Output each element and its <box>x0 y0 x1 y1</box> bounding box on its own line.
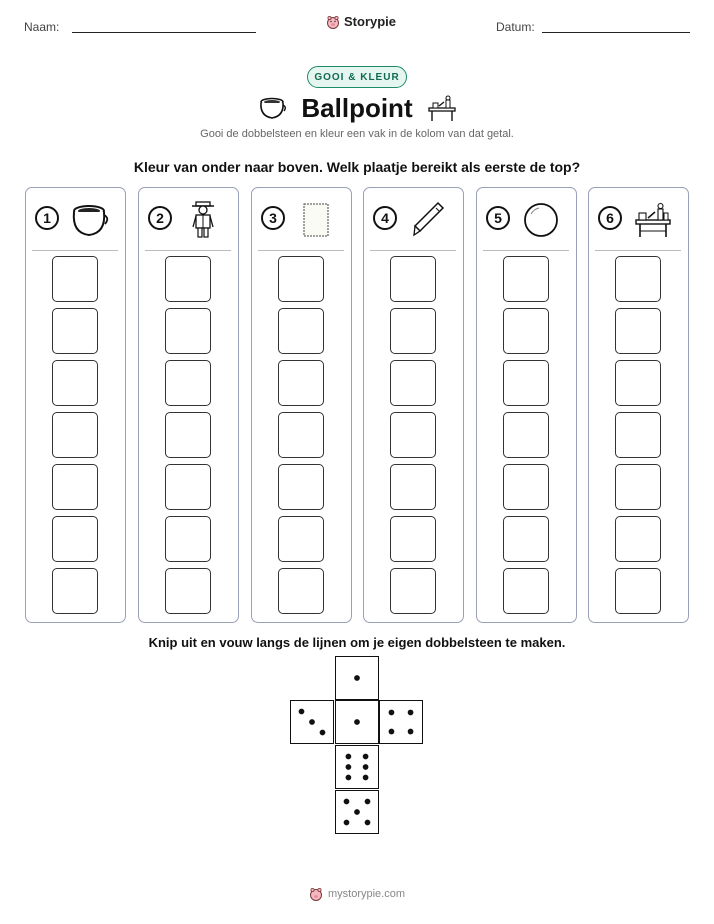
color-box[interactable] <box>52 360 98 406</box>
color-box[interactable] <box>503 516 549 562</box>
circle-ball-icon <box>521 200 561 240</box>
subtitle: Gooi de dobbelsteen en kleur een vak in de kolom van dat getal. <box>200 128 514 140</box>
column-header <box>252 188 350 250</box>
color-box[interactable] <box>503 412 549 458</box>
column-4 <box>363 187 464 623</box>
color-box[interactable] <box>615 412 661 458</box>
brand-logo <box>326 14 396 29</box>
color-box[interactable] <box>165 256 211 302</box>
color-box[interactable] <box>165 308 211 354</box>
color-box[interactable] <box>165 516 211 562</box>
color-box[interactable] <box>615 516 661 562</box>
color-box[interactable] <box>390 412 436 458</box>
page-title: Ballpoint <box>301 92 413 123</box>
color-box[interactable] <box>165 360 211 406</box>
person-icon <box>183 200 223 240</box>
pig-logo-icon <box>326 15 340 29</box>
ballpoint-pen-icon <box>408 200 448 240</box>
color-box[interactable] <box>165 412 211 458</box>
column-header <box>139 188 237 250</box>
color-box[interactable] <box>503 568 549 614</box>
color-box[interactable] <box>278 256 324 302</box>
column-header <box>26 188 124 250</box>
footer <box>0 887 714 901</box>
color-box[interactable] <box>390 256 436 302</box>
color-box[interactable] <box>278 308 324 354</box>
paper-sheet-icon <box>296 200 336 240</box>
column-1 <box>25 187 126 623</box>
column-5 <box>476 187 577 623</box>
column-header <box>364 188 462 250</box>
color-box[interactable] <box>503 360 549 406</box>
dice-net <box>290 656 424 834</box>
column-number: 1 <box>35 206 59 230</box>
instruction: Kleur van onder naar boven. Welk plaatje bereikt als eerste de top? <box>133 159 581 175</box>
pig-logo-icon <box>309 887 323 901</box>
color-box[interactable] <box>390 464 436 510</box>
column-header <box>477 188 575 250</box>
brand-name: Storypie <box>344 14 397 29</box>
footer-url[interactable]: mystorypie.com <box>327 888 406 900</box>
dice-instruction: Knip uit en vouw langs de lijnen om je eigen dobbelsteen te maken. <box>148 635 566 650</box>
color-box[interactable] <box>278 516 324 562</box>
dice-face-6 <box>335 745 379 789</box>
name-label: Naam: <box>24 20 60 34</box>
column-2 <box>138 187 239 623</box>
color-box[interactable] <box>615 568 661 614</box>
color-box[interactable] <box>615 360 661 406</box>
column-6 <box>588 187 689 623</box>
color-box[interactable] <box>278 464 324 510</box>
column-number: 3 <box>261 206 285 230</box>
color-box[interactable] <box>390 360 436 406</box>
color-box[interactable] <box>390 516 436 562</box>
color-box[interactable] <box>52 308 98 354</box>
color-box[interactable] <box>278 568 324 614</box>
color-box[interactable] <box>165 464 211 510</box>
dice-face-5 <box>335 790 379 834</box>
color-box[interactable] <box>278 360 324 406</box>
color-box[interactable] <box>52 516 98 562</box>
color-box[interactable] <box>615 464 661 510</box>
color-box[interactable] <box>615 308 661 354</box>
column-3 <box>251 187 352 623</box>
column-header <box>589 188 687 250</box>
color-box[interactable] <box>503 256 549 302</box>
color-box[interactable] <box>52 568 98 614</box>
workbench-icon <box>427 94 457 122</box>
dice-face-3 <box>290 700 334 744</box>
date-line[interactable] <box>542 32 690 33</box>
color-box[interactable] <box>278 412 324 458</box>
dice-face-1 <box>335 656 379 700</box>
game-type-badge: GOOI & KLEUR <box>307 66 407 88</box>
dice-face-4 <box>379 700 423 744</box>
color-box[interactable] <box>503 308 549 354</box>
color-box[interactable] <box>503 464 549 510</box>
title-row <box>0 90 714 126</box>
column-number: 6 <box>598 206 622 230</box>
name-line[interactable] <box>72 32 256 33</box>
cauldron-icon <box>257 94 287 122</box>
color-box[interactable] <box>390 568 436 614</box>
color-box[interactable] <box>52 256 98 302</box>
color-box[interactable] <box>615 256 661 302</box>
color-box[interactable] <box>52 412 98 458</box>
date-label: Datum: <box>496 20 535 34</box>
column-number: 4 <box>373 206 397 230</box>
column-number: 5 <box>486 206 510 230</box>
color-box[interactable] <box>390 308 436 354</box>
color-box[interactable] <box>52 464 98 510</box>
cauldron-icon <box>70 200 110 240</box>
column-number: 2 <box>148 206 172 230</box>
workbench-icon <box>633 200 673 240</box>
color-box[interactable] <box>165 568 211 614</box>
dice-face-1 <box>335 700 379 744</box>
